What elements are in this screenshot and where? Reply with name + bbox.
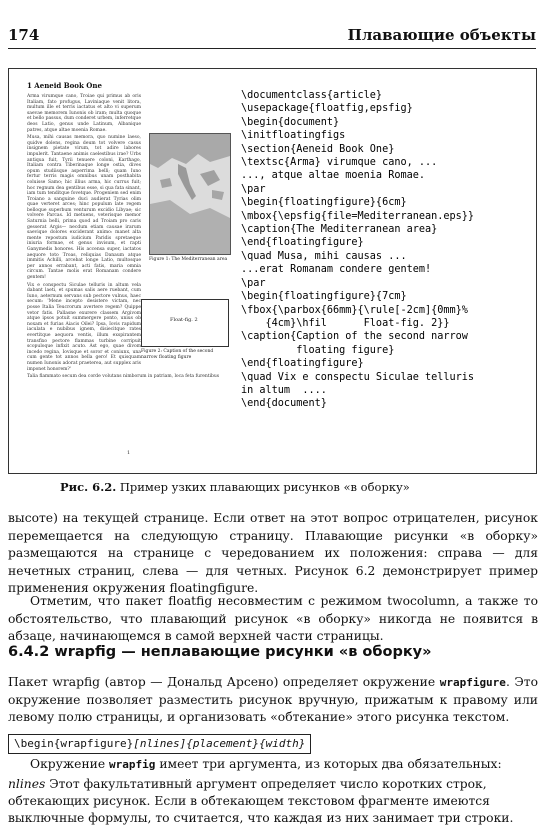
float-fig-2-box — [141, 299, 229, 347]
section-heading: 6.4.2 wrapfig — неплавающие рисунки «в оборку» — [8, 644, 432, 660]
header-rule — [8, 48, 536, 49]
code-line: \par — [241, 183, 266, 195]
code-line: \end{floatingfigure} — [241, 237, 364, 249]
example-paragraph: Musa, mihi causas memora, quo numine laeso, quidve dolens, regina deum tot volvere casus insignem pietate virum, tot adire labores impulerit. Tantaene animis caelestibus irae? Urbs antiqua fuit, Tyrii tenuere coloni, Karthago, Italiam contra Tiberinaque longe ostia, dives opum studiisque asperrima belli; quam Iuno fertur terris magis omnibus unam posthabita coluisse Samo; hic illius arma, hic currus fuit; hoc regnum dea gentibus esse, si qua fata sinant, iam tum tenditque fovetque. Progeniem sed enim Troiano a sanguine duci audierat Tyrias olim quae verteret arces; hinc populum late regem belloque superbum venturum excidio Libyae; sic volvere Parcas. Id metuens, veterisque memor Saturnia belli, prima quod ad Troiam pro caris gesserat Argis— necdum etiam causae irarum saevique dolores exciderant animo: manet alta mente repostum iudicium Paridis spretaeque iniuria formae, et genus invisum, et rapti Ganymedis honores. His accensa super, iactatos aequore toto Troas, reliquias Danaum atque immitis Achilli, arcebat longe Latio, multosque per annos errabant, acti fatis, maria omnia circum. Tantae molis erat Romanam condere gentem! — [27, 135, 141, 280]
code-line: in altum .... — [241, 384, 327, 396]
syntax-arg-nlines: [nlines] — [133, 737, 187, 750]
body-paragraph-3 — [8, 674, 538, 727]
definition-text: Этот факультативный аргумент определяет число коротких строк, обтекающих рисунок. Если в обтекающем текстовом фрагменте имеются выключные формулы, то считается, что каждая из них занимает три строки. — [8, 777, 514, 825]
code-line: \fbox{\parbox{66mm}{\rule[-2cm]{0mm}% — [241, 304, 468, 316]
definition-item — [8, 776, 538, 827]
body-paragraph-2-text: Отметим, что пакет floatfig несовместим с режимом twocolumn, а также то обстоятельство, что плавающий рисунок «в оборку» никогда не появится в абзаце, начинающемся в самой верхней части страницы. — [8, 594, 538, 644]
code-line: ...erat Romanam condere gentem! — [241, 264, 432, 276]
example-paragraph: Vix e conspectu Siculae telluris in altum vela dabant laeti, et spumas salis aere ruebant, cum Iuno, aeternum servans sub pectore vulnus, haec secum: 'Mene incepto desistere victam, nec posse Italia Teucrorum avertere regem? Quippe vetor fatis. Pallasne exurere classem Argivom atque ipsos potuit summergere ponto, unius ob noxam et furias Aiacis Oilei? Ipsa, Iovis rapidum iaculata e nubibus ignem, disiecitque rates evertitque aequora ventis, illum exspirantem transfixo pectore flammas turbine corripuit scopuloque infixit acuto. Ast ego, quae divom incedo regina, Iovisque et soror et coniunx, una cum gente tot annos bella gero! Et quisquam numen Iunonis adorat praeterea, aut supplex aris imponet honorem?' — [27, 282, 141, 372]
figure-caption-text: Пример узких плавающих рисунков «в оборку» — [116, 480, 410, 494]
environment-name: wrapfigure — [439, 676, 506, 689]
code-line: ..., atque altae moenia Romae. — [241, 170, 426, 182]
code-line: \quad Vix e conspectu Siculae telluris — [241, 371, 475, 383]
code-line: \quad Musa, mihi causas ... — [241, 250, 407, 262]
code-line: \documentclass{article} — [241, 90, 383, 101]
syntax-command: \begin{wrapfigure} — [14, 737, 134, 750]
syntax-box — [8, 734, 311, 754]
figure-frame — [8, 68, 537, 474]
running-title: Плавающие объекты — [347, 26, 536, 44]
body-paragraph-1: высоте) на текущей странице. Если ответ на этот вопрос отрицателен, рисунок перемещается на следующую страницу. Плавающие рисунки «в оборку» размещаются на странице с чередованием их положения: справа — для нечетных страниц, слева — для четных. Рисунок 6.2 демонстрирует пример применения окружения floatingfigure. — [8, 511, 538, 596]
syntax-arg-placement: {placement} — [186, 737, 260, 750]
body-paragraph-3-a: Пакет wrapfig (автор — Дональд Арсено) определяет окружение — [8, 675, 440, 689]
example-figure-1-caption: Figure 1: The Mediterranean area — [149, 257, 228, 262]
code-line: \usepackage{floatfig,epsfig} — [241, 103, 413, 115]
map-illustration — [150, 134, 230, 254]
code-line: \caption{The Mediterranean area} — [241, 224, 438, 236]
body-paragraph-2 — [8, 593, 538, 646]
code-line: \begin{document} — [241, 116, 340, 128]
code-line: \initfloatingfigs — [241, 130, 346, 142]
syntax-arg-width: {width} — [259, 737, 306, 750]
package-name: wrapfig — [109, 758, 156, 771]
mediterranean-map-image — [149, 133, 231, 255]
code-line: {4cm}\hfil Float-fig. 2}} — [241, 317, 450, 329]
example-figure-1 — [149, 133, 231, 263]
example-page-number: 1 — [127, 450, 131, 457]
code-line: \caption{Caption of the second narrow — [241, 331, 468, 343]
body-paragraph-3-b: . Это окружение позволяет разместить рисунок вручную, прижатым к правому или левому полю страницы, и организовать «обтекание» этого рисунка текстом. — [8, 675, 539, 725]
figure-caption — [60, 480, 410, 494]
code-line: \end{document} — [241, 398, 327, 410]
example-paragraph: Arma virumque cano, Troiae qui primus ab oris Italiam, fato profugus, Laviniaque venit litora, multum ille et terris iactatus et alto vi superum saevae memorem Iunonis ob iram; multa quoque et bello passus, dum conderet urbem, inferretque deos Latio, genus unde Latinum, Albanique patres, atque altae moenia Romae. — [27, 94, 141, 133]
latex-source-code — [241, 89, 474, 411]
example-output-page — [27, 81, 231, 459]
example-figure-2-caption: Figure 2: Caption of the second narrow floating figure — [141, 349, 214, 360]
body-paragraph-4 — [8, 756, 538, 774]
definition-term: nlines — [8, 777, 46, 791]
page-number: 174 — [8, 26, 40, 44]
code-line: \begin{floatingfigure}{7cm} — [241, 291, 407, 303]
example-paragraph: Talia flammato secum dea corde volutans nimborum in patriam, loca feta furentibus — [27, 374, 220, 380]
example-section-heading: 1 Aeneid Book One — [27, 81, 102, 90]
float-fig-2-label: Float-fig. 2 — [170, 317, 198, 323]
code-line: \begin{floatingfigure}{6cm} — [241, 197, 407, 209]
code-line: \par — [241, 277, 266, 289]
code-line: \end{floatingfigure} — [241, 358, 364, 370]
code-line: floating figure} — [241, 344, 395, 356]
code-line: \mbox{\epsfig{file=Mediterranean.eps}} — [241, 210, 475, 222]
running-header — [8, 26, 536, 46]
figure-caption-label: Рис. 6.2. — [60, 480, 117, 494]
code-line: \section{Aeneid Book One} — [241, 143, 395, 155]
body-paragraph-4-a: Окружение — [30, 757, 110, 771]
example-figure-2 — [141, 299, 231, 360]
code-line: \textsc{Arma} virumque cano, ... — [241, 157, 438, 169]
body-paragraph-4-b: имеет три аргумента, из которых два обязательных: — [155, 757, 502, 771]
